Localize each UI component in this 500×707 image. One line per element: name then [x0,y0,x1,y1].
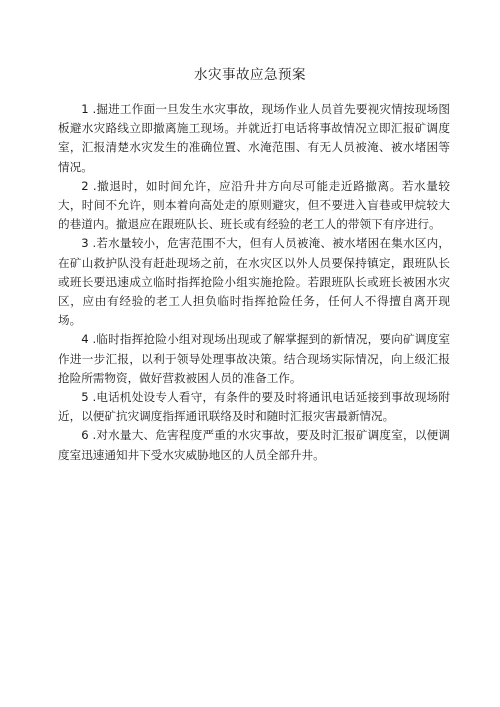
paragraph-4: 4 .临时指挥抢险小组对现场出现或了解掌握到的新情况，要向矿调度室作进一步汇报，以利于领导处理事故决策。结合现场实际情况，向上级汇报抢险所需物资，做好营救被困人员的准备工作。 [58,332,450,385]
paragraph-5: 5 .电话机处设专人看守，有条件的要及时将通讯电话延接到事故现场附近，以便矿抗灾调度指挥通讯联络及时和随时汇报灾害最新情况。 [58,390,450,424]
paragraph-1: 1 .掘进工作面一旦发生水灾事故，现场作业人员首先要视灾情按现场图板避水灾路线立即撤离施工现场。并就近打电话将事故情况立即汇报矿调度室，汇报清楚水灾发生的准确位置、水淹范围、有无人员被淹、被水堵困等情况。 [58,102,450,174]
paragraph-3: 3 .若水量较小，危害范围不大，但有人员被淹、被水堵困在集水区内，在矿山救护队没有赶赴现场之前，在水灾区以外人员要保持镇定，跟班队长或班长要迅速成立临时指挥抢险小组实施抢险。若跟班队长或班长被困水灾区，应由有经验的老工人担负临时指挥抢险任务，任何人不得擅自离开现场。 [58,236,450,328]
document-title: 水灾事故应急预案 [194,67,306,83]
paragraph-6: 6 .对水量大、危害程度严重的水灾事故，要及时汇报矿调度室，以便调度室迅速通知井下受水灾威胁地区的人员全部升井。 [58,428,450,462]
paragraph-2: 2 .撤退时，如时间允许，应沿升井方向尽可能走近路撤离。若水量较大，时间不允许，则本着向高处走的原则避灾，但不要进入盲巷或甲烷较大的巷道内。撤退应在跟班队长、班长或有经验的老工人的带领下有序进行。 [58,178,450,232]
document-body [58,100,450,465]
